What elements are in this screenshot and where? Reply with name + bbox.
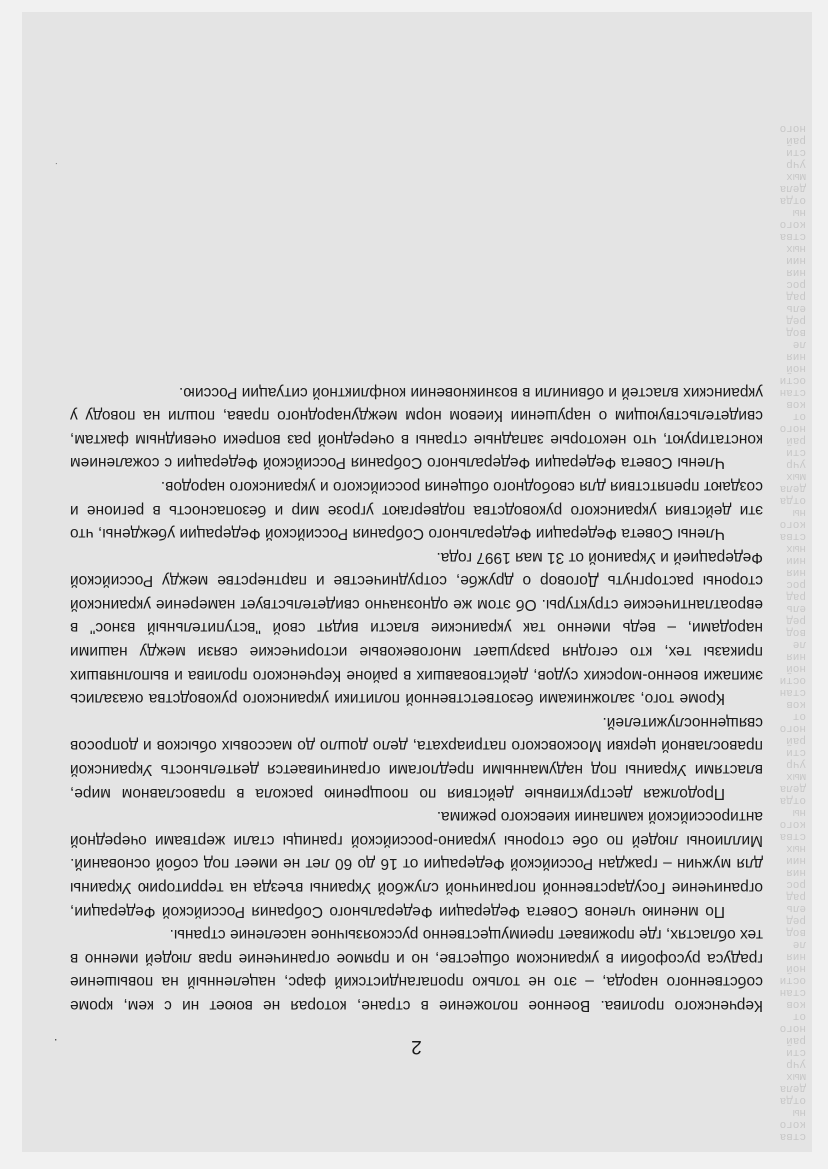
bleed-through-texture: ства кого ны отда дела мых учр сти рай ного от ков стан ости ной ния ле вод ред ель рад рос ния нии ных ства кого ны отда дела мых учр сти рай ного от ков стан ости ной ния ле вод ред ель рад рос ния нии ных ства кого ны отда дела мых учр сти рай ного от ков стан ости ной ния ле вод ред ель рад рос ния нии ных ства кого ны отда дела мых учр сти рай ного <box>779 122 806 1142</box>
paragraph: Керченского пролива. Военное положение в стране, которая не воюет ни с кем, кроме собственного народа, – это не только пропагандистский фарс, нацеленный на повышение градуса русофобии в украинском обществе, но и прямое ограничение прав людей именно в тех областях, где проживает преимущественно русскоязычное население страны. <box>70 926 763 1014</box>
paragraph: Кроме того, заложниками безответственной политики украинского руководства оказались экипажи военно-морских судов, действовавших в районе Керченского пролива и выполнявших приказы тех, кто сегодня разрушает многовековые исторические связи между нашими народами, – ведь именно так украинские власти видят свой "вступительный взнос" в евроатлантические структуры. Об этом же однозначно свидетельствует намерение украинской стороны расторгнуть Договор о дружбе, сотрудничестве и партнерстве между Российской Федерацией и Украиной от 31 мая 1997 года. <box>70 548 763 708</box>
page-number: 2 <box>411 1036 422 1057</box>
paragraph: Члены Совета Федерации Федерального Собрания Российской Федерации убеждены, что эти действия украинского руководства подвергают угрозе мир и безопасность в регионе и создают препятствия для свободного общения российского и украинского народов. <box>70 477 763 543</box>
paragraph: Члены Совета Федерации Федерального Собрания Российской Федерации с сожалением констатируют, что некоторые западные страны в очередной раз вопреки очевидным фактам, свидетельствующим о нарушении Киевом норм международного права, пошли на поводу у украинских властей и обвинили в возникновении конфликтной ситуации Россию. <box>70 383 763 472</box>
scan-speck: · <box>54 158 58 169</box>
paragraph: По мнению членов Совета Федерации Федерального Собрания Российской Федерации, ограничение Государственной пограничной службой Украины въезда на территорию Украины для мужчин – граждан Российской Федерации от 16 до 60 лет не имеет под собой оснований. Миллионы людей по обе стороны украино-российской границы стали жертвами очередной антироссийской кампании киевского режима. <box>70 808 763 920</box>
paragraph: Продолжая деструктивные действия по поощрению раскола в православном мире, властями Украины под надуманными предлогами ограничивается деятельность Украинской православной церкви Московского патриархата, дело дошло до массовых обысков и допросов священнослужителей. <box>70 713 763 802</box>
document-body <box>70 380 763 1057</box>
scan-speck: · <box>53 1033 58 1049</box>
